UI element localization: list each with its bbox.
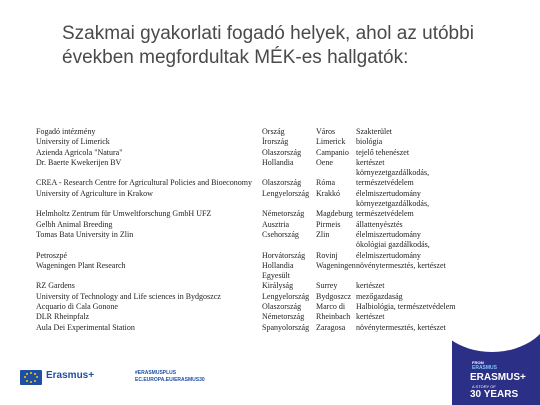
country-cell: Hollandia (262, 260, 294, 270)
table-row (36, 302, 456, 312)
country-cell: Egyesült (262, 271, 290, 281)
country-cell: Olaszország (262, 302, 302, 312)
city-cell: Limerick (316, 137, 346, 147)
hashtag-line2: EC.EUROPA.EU/ERASMUS30 (135, 377, 205, 383)
city-cell: Krakkó (316, 188, 340, 198)
country-cell: Olaszország (262, 178, 302, 188)
host-institutions-table (36, 127, 456, 333)
city-cell (316, 240, 356, 250)
institution-cell: Azienda Agricola "Natura" (36, 147, 123, 157)
city-cell: Surrey (316, 281, 338, 291)
field-cell: élelmiszertudomány (356, 250, 421, 260)
institution-cell: Wageningen Plant Research (36, 260, 126, 270)
field-cell: tejelő tehenészet (356, 147, 410, 157)
slide-title: Szakmai gyakorlati fogadó helyek, ahol az utóbbi években megfordultak MÉK-es hallgatók: (62, 23, 474, 68)
institution-cell (36, 240, 262, 250)
institution-cell: University of Agriculture in Krakow (36, 188, 153, 198)
table-row (36, 168, 456, 178)
country-cell (262, 168, 316, 178)
country-cell: Ország (262, 127, 285, 136)
country-cell: Németország (262, 312, 305, 322)
city-cell: Wageningen (316, 260, 356, 270)
city-cell: Város (316, 127, 336, 136)
city-cell: Rovinj (316, 250, 338, 260)
field-cell: kertészet (356, 281, 385, 291)
city-cell: Marco di (316, 302, 346, 312)
institution-cell: RZ Gardens (36, 281, 75, 291)
city-cell (316, 271, 356, 281)
city-cell: Rheinbach (316, 312, 351, 322)
country-cell: Írország (262, 137, 289, 147)
field-cell: élelmiszertudomány (356, 188, 421, 198)
city-cell: Pirmeis (316, 219, 341, 229)
table-row (36, 127, 456, 137)
field-cell: kertészet (356, 157, 385, 167)
city-cell (316, 168, 356, 178)
country-cell: Királyság (262, 281, 294, 291)
institution-cell: Tomas Bata University in Zlin (36, 229, 134, 239)
country-cell: Németország (262, 209, 305, 219)
erasmus-hashtag (135, 370, 205, 384)
institution-cell: Petroszpé (36, 250, 68, 260)
country-cell: Csehország (262, 229, 299, 239)
table-row (36, 281, 456, 291)
erasmus-30-years-badge (452, 322, 540, 405)
institution-cell: Helmholtz Zentrum für Umweltforschung GmbH UFZ (36, 209, 212, 219)
badge-from: FROM (472, 360, 484, 365)
city-cell: Bydgoszcz (316, 291, 352, 301)
city-cell: Magdeburg (316, 209, 353, 219)
field-cell: élelmiszertudomány (356, 229, 421, 239)
eu-flag-icon (20, 370, 42, 385)
country-cell: Lengyelország (262, 291, 310, 301)
table-row (36, 209, 456, 219)
country-cell (262, 199, 316, 209)
country-cell: Horvátország (262, 250, 306, 260)
field-cell: természetvédelem (356, 209, 414, 219)
country-cell: Olaszország (262, 147, 302, 157)
badge-years: 30 YEARS (470, 389, 519, 400)
table-row (36, 178, 456, 188)
institution-cell: University of Technology and Life sciences in Bydgoszcz (36, 291, 221, 301)
country-cell: Hollandia (262, 157, 294, 167)
institution-cell: Fogadó intézmény (36, 127, 96, 136)
institution-cell: DLR Rheinpfalz (36, 312, 90, 322)
city-cell (316, 199, 356, 209)
badge-story: A STORY OF (472, 384, 496, 389)
table-row (36, 312, 456, 322)
city-cell: Campanio (316, 147, 349, 157)
institution-cell: Acquario di Cala Gonone (36, 302, 118, 312)
table-row (36, 271, 456, 281)
field-cell: kertészet (356, 312, 385, 322)
hashtag-line1: #ERASMUSPLUS (135, 370, 177, 376)
field-cell: Halbiológia, természetvédelem (356, 302, 456, 312)
table-row (36, 230, 456, 240)
field-cell: növénytermesztés, kertészet (356, 322, 446, 332)
table-row (36, 158, 456, 168)
field-cell: biológia (356, 137, 383, 147)
city-cell: Oene (316, 157, 333, 167)
badge-main: ERASMUS+ (470, 372, 526, 383)
institution-cell: Aula Dei Experimental Station (36, 322, 135, 332)
institution-cell (36, 199, 262, 209)
table-row (36, 240, 456, 250)
table-row (36, 251, 456, 261)
badge-era: ERASMUS (472, 365, 498, 371)
field-cell: ökológiai gazdálkodás, (356, 240, 430, 250)
country-cell (262, 240, 316, 250)
country-cell: Lengyelország (262, 188, 310, 198)
field-cell: mezőgazdaság (356, 291, 403, 301)
institution-cell (36, 168, 262, 178)
table-row (36, 148, 456, 158)
field-cell (356, 271, 456, 281)
field-cell: növénytermesztés, kertészet (356, 260, 446, 270)
field-cell: környezetgazdálkodás, (356, 199, 430, 209)
table-row (36, 199, 456, 209)
table-row (36, 220, 456, 230)
field-cell: Szakterület (356, 127, 392, 136)
city-cell: Zaragosa (316, 322, 346, 332)
table-row (36, 292, 456, 302)
institution-cell (36, 271, 262, 281)
institution-cell: University of Limerick (36, 137, 110, 147)
city-cell: Zlin (316, 229, 330, 239)
table-row (36, 261, 456, 271)
table-row (36, 189, 456, 199)
table-row (36, 323, 456, 333)
institution-cell: Dr. Baerte Kwekerijen BV (36, 157, 122, 167)
table-row (36, 137, 456, 147)
field-cell: állattenyésztés (356, 219, 403, 229)
institution-cell: Gelbh Animal Breeding (36, 219, 113, 229)
field-cell: környezetgazdálkodás, (356, 168, 430, 178)
badge-arc (452, 322, 540, 352)
institution-cell: CREA - Research Centre for Agricultural Policies and Bioeconomy (36, 178, 252, 188)
city-cell: Róma (316, 178, 336, 188)
country-cell: Ausztria (262, 219, 290, 229)
erasmus-logo-text: Erasmus+ (46, 370, 95, 381)
country-cell: Spanyolország (262, 322, 310, 332)
field-cell: természetvédelem (356, 178, 414, 188)
